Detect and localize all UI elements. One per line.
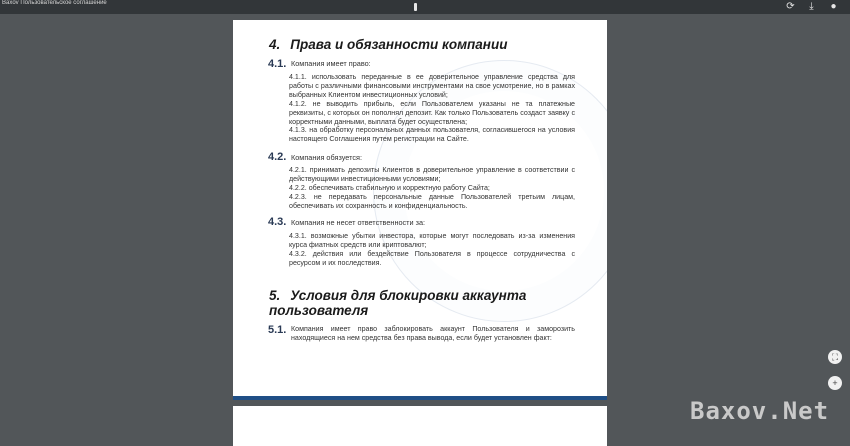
section-5-heading: 5. Условия для блокировки аккаунта bbox=[269, 288, 527, 303]
viewer-toolbar bbox=[0, 0, 850, 14]
section-5-1-text: Компания имеет право заблокировать аккаунт Пользователя и заморозить находящиеся на нем средства без права вывода, если будет установлен факт: bbox=[291, 325, 575, 342]
section-4-1-number: 4.1. bbox=[268, 58, 287, 70]
item-4-2-2: 4.2.2. обеспечивать стабильную и корректную работу Сайта; bbox=[289, 184, 490, 192]
site-watermark: Baxov.Net bbox=[690, 397, 830, 425]
section-4-3-number: 4.3. bbox=[268, 216, 287, 228]
item-4-3-1: 4.3.1. возможные убытки инвестора, которые могут последовать из-за изменения курса фиатных средств или криптовалют; bbox=[289, 232, 575, 249]
section-4-2-number: 4.2. bbox=[268, 151, 287, 163]
page-footer-bar bbox=[233, 396, 607, 400]
fit-page-button[interactable] bbox=[828, 350, 842, 364]
item-4-1-3: 4.1.3. на обработку персональных данных пользователя, согласившегося на условия настоящего Соглашения путем регистрации на Сайте. bbox=[289, 126, 575, 143]
section-4-heading: 4. Права и обязанности компании bbox=[269, 37, 508, 52]
section-4-1-head: Компания имеет право: bbox=[291, 59, 371, 68]
item-4-3-2: 4.3.2. действия или бездействие Пользователя в процессе сотрудничества с ресурсом и их последствия. bbox=[289, 250, 575, 267]
section-4-2-head: Компания обязуется: bbox=[291, 153, 362, 162]
item-4-1-1: 4.1.1. использовать переданные в ее доверительное управление средства для работы с различными финансовыми инструментами на свое усмотрение, но в рамках выбранных Клиентом инвестиционных условий; bbox=[289, 73, 575, 99]
print-icon[interactable]: ● bbox=[830, 1, 837, 12]
zoom-in-button[interactable] bbox=[828, 376, 842, 390]
item-4-2-3: 4.2.3. не передавать персональные данные Пользователей третьим лицам, обеспечивать их сохранность и конфиденциальность. bbox=[289, 193, 575, 210]
section-5-1-number: 5.1. bbox=[268, 324, 287, 336]
zoom-in-icon: + bbox=[832, 378, 838, 388]
page-indicator bbox=[414, 3, 417, 11]
next-document-page bbox=[233, 406, 607, 446]
document-page bbox=[233, 20, 607, 397]
item-4-2-1: 4.2.1. принимать депозиты Клиентов в доверительное управление в соответствии с действующими инвестиционными условиями; bbox=[289, 166, 575, 183]
download-icon[interactable]: ⤓ bbox=[809, 1, 814, 12]
document-title: Baxov Пользовательское соглашение bbox=[2, 0, 107, 6]
section-5-heading-line2: пользователя bbox=[269, 303, 369, 318]
item-4-1-2: 4.1.2. не выводить прибыль, если Пользователем указаны не та платежные реквизиты, с которых он пополнял депозит. Как только Пользователь создаст заявку с корректными данными, выплата будет осуществлена; bbox=[289, 100, 575, 126]
section-4-3-head: Компания не несет ответственности за: bbox=[291, 218, 426, 227]
fit-page-icon: ⛶ bbox=[831, 352, 839, 362]
rotate-icon[interactable]: ⟳ bbox=[786, 1, 795, 12]
